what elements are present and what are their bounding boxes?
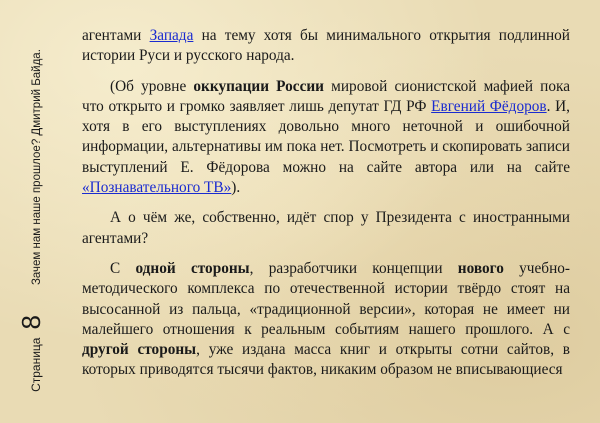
p4-text-d: , уже издана масса книг и открыты сотни сайтов, в которых приводятся тысячи фактов, никаким образом не вписывающиеся xyxy=(82,341,570,379)
p2-text-c: . И, хотя в его выступлениях довольно много неточной и ошибочной информации, альтернативы им пока нет. Посмотреть и скопировать записи выступлений Е. Фёдорова можно на сайте автора или на сайте xyxy=(82,97,570,176)
p4-bold-one-side: одной стороны xyxy=(135,259,250,277)
p2-text-b: мировой сионистской мафией пока что открыто и громко заявляет лишь депутат ГД РФ xyxy=(82,77,570,115)
paragraph-4 xyxy=(82,259,570,381)
page-label: Страница xyxy=(28,337,43,392)
sidebar-text-group xyxy=(16,49,47,392)
link-zapad[interactable]: Запада xyxy=(149,27,194,44)
p4-text-b: , разработчики концепции xyxy=(249,259,458,277)
p4-bold-new: нового xyxy=(457,259,504,277)
p4-text-c: учебно-методического комплекса по отечественной истории твёрдо стоят на высосанной из пальца, «традиционной версии», которая не имеет ни малейшего отношения к реальным событиям нашего прошлого. А с xyxy=(82,259,570,338)
running-title: Зачем нам наше прошлое? Дмитрий Байда. xyxy=(30,48,43,285)
document-body xyxy=(82,26,570,391)
p4-text-a: С xyxy=(110,259,136,277)
p2-text-a: (Об уровне xyxy=(110,77,194,95)
page-sidebar xyxy=(14,20,48,420)
p4-bold-other-side: другой стороны xyxy=(82,341,197,359)
p1-text-b: на тему хотя бы минимального открытия подлинной истории Руси и русского народа. xyxy=(82,27,570,65)
link-poznavatelnoe-tv[interactable]: «Познавательного ТВ» xyxy=(82,179,232,197)
paragraph-1 xyxy=(82,26,570,67)
p1-text-a: агентами xyxy=(82,27,150,44)
page-number: 8 xyxy=(15,314,46,330)
link-fedorov[interactable]: Евгений Фёдоров xyxy=(431,97,547,115)
p2-text-d: ). xyxy=(231,179,241,197)
paragraph-2 xyxy=(82,77,570,199)
p2-bold-occupation: оккупации России xyxy=(193,77,325,95)
paragraph-3: А о чём же, собственно, идёт спор у Президента с иностранными агентами? xyxy=(82,209,570,247)
